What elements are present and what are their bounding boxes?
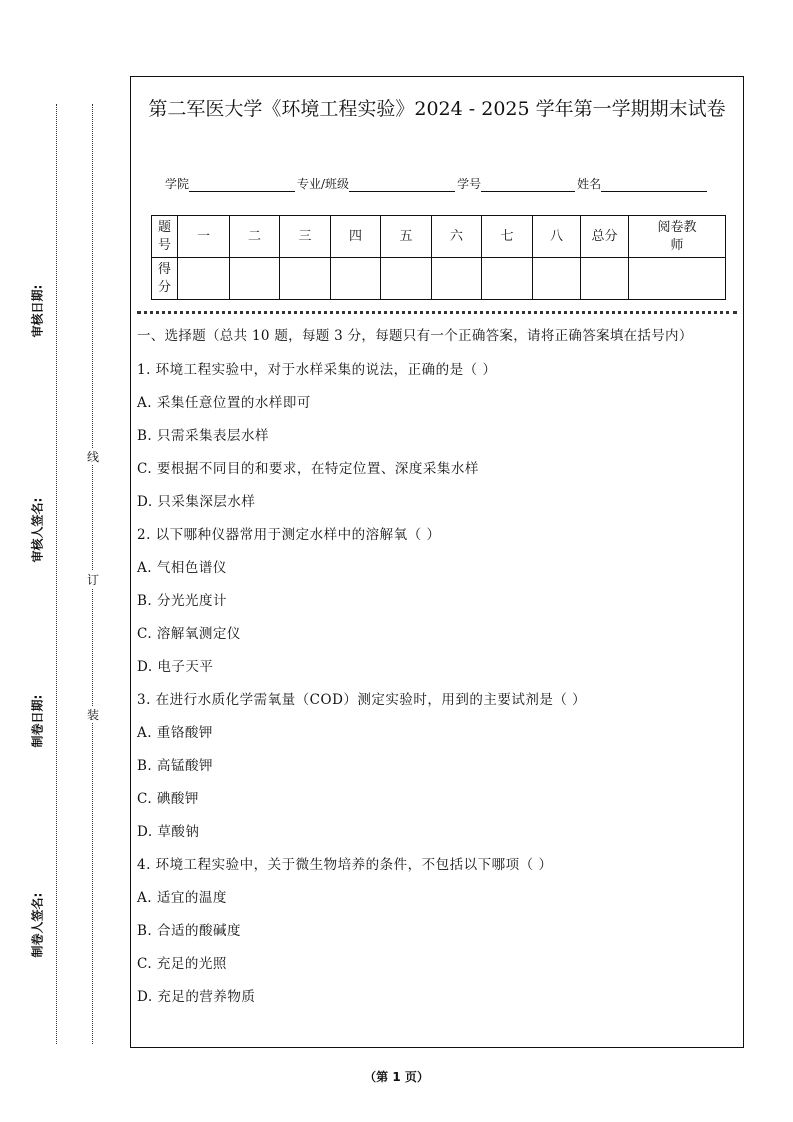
header-part-3: 三: [280, 216, 331, 258]
binding-mark-bind: 订: [86, 573, 99, 587]
question-1-option-d: D. 只采集深层水样: [137, 494, 256, 510]
student-info-row: [165, 175, 709, 192]
question-1-option-b: B. 只需采集表层水样: [137, 428, 270, 444]
score-cell[interactable]: [280, 258, 331, 300]
binding-mark-seal: 装: [86, 708, 99, 722]
header-part-7: 七: [482, 216, 533, 258]
header-total: 总分: [581, 216, 629, 258]
score-cell[interactable]: [482, 258, 533, 300]
review-date-label: 审核日期:: [30, 284, 45, 338]
question-1-stem: 1. 环境工程实验中，对于水样采集的说法，正确的是（ ）: [137, 362, 497, 378]
score-cell[interactable]: [381, 258, 432, 300]
question-3-option-c: C. 碘酸钾: [137, 791, 199, 807]
score-cell[interactable]: [230, 258, 280, 300]
header-part-4: 四: [331, 216, 381, 258]
section-1-heading: 一、选择题（总共 10 题，每题 3 分，每题只有一个正确答案，请将正确答案填在括号内）: [137, 328, 693, 344]
score-table: [151, 215, 726, 300]
score-table-header-row: [152, 216, 726, 258]
score-table-score-row: [152, 258, 726, 300]
score-cell[interactable]: [432, 258, 482, 300]
question-3-stem: 3. 在进行水质化学需氧量（COD）测定实验时，用到的主要试剂是（ ）: [137, 692, 587, 708]
header-part-1: 一: [178, 216, 230, 258]
header-question-no: 题号: [152, 216, 178, 258]
question-2-option-d: D. 电子天平: [137, 659, 214, 675]
question-4-option-b: B. 合适的酸碱度: [137, 923, 242, 939]
field-major-label: 专业/班级: [297, 177, 350, 191]
field-id-label: 学号: [457, 177, 482, 191]
score-cell-grader[interactable]: [629, 258, 726, 300]
header-grader: 阅卷教师: [629, 216, 726, 258]
score-cell[interactable]: [178, 258, 230, 300]
question-1-option-c: C. 要根据不同目的和要求，在特定位置、深度采集水样: [137, 461, 479, 477]
header-part-6: 六: [432, 216, 482, 258]
exam-paper-frame: [130, 76, 744, 1048]
question-4-option-c: C. 充足的光照: [137, 956, 227, 972]
field-college-label: 学院: [165, 177, 190, 191]
header-part-5: 五: [381, 216, 432, 258]
question-4-option-a: A. 适宜的温度: [137, 890, 227, 906]
exam-title: 第二军医大学《环境工程实验》2024 - 2025 学年第一学期期末试卷: [148, 98, 726, 120]
compiler-signature-label: 制卷人签名:: [30, 892, 45, 958]
score-cell-total[interactable]: [581, 258, 629, 300]
question-3-option-b: B. 高锰酸钾: [137, 758, 214, 774]
header-part-2: 二: [230, 216, 280, 258]
field-id-blank[interactable]: [481, 179, 575, 192]
score-cell[interactable]: [533, 258, 581, 300]
score-row-label: 得分: [152, 258, 178, 300]
question-2-option-a: A. 气相色谱仪: [137, 560, 227, 576]
question-4-option-d: D. 充足的营养物质: [137, 989, 256, 1005]
field-college-blank[interactable]: [189, 179, 295, 192]
question-4-stem: 4. 环境工程实验中，关于微生物培养的条件，不包括以下哪项（ ）: [137, 857, 553, 873]
page-number: （第 1 页）: [364, 1070, 429, 1084]
header-part-8: 八: [533, 216, 581, 258]
binding-mark-line: 线: [86, 450, 99, 464]
question-3-option-a: A. 重铬酸钾: [137, 725, 213, 741]
binding-line-inner: [56, 104, 57, 1044]
field-name-label: 姓名: [577, 177, 602, 191]
score-cell[interactable]: [331, 258, 381, 300]
question-1-option-a: A. 采集任意位置的水样即可: [137, 395, 311, 411]
reviewer-signature-label: 审核人签名:: [30, 497, 45, 563]
compile-date-label: 制卷日期:: [30, 694, 45, 748]
question-3-option-d: D. 草酸钠: [137, 824, 200, 840]
dotted-separator: [137, 311, 737, 314]
question-content: [137, 325, 737, 1014]
question-2-option-c: C. 溶解氧测定仪: [137, 626, 241, 642]
question-2-option-b: B. 分光光度计: [137, 593, 228, 609]
question-2-stem: 2. 以下哪种仪器常用于测定水样中的溶解氧（ ）: [137, 527, 441, 543]
field-name-blank[interactable]: [601, 179, 707, 192]
field-major-blank[interactable]: [349, 179, 455, 192]
